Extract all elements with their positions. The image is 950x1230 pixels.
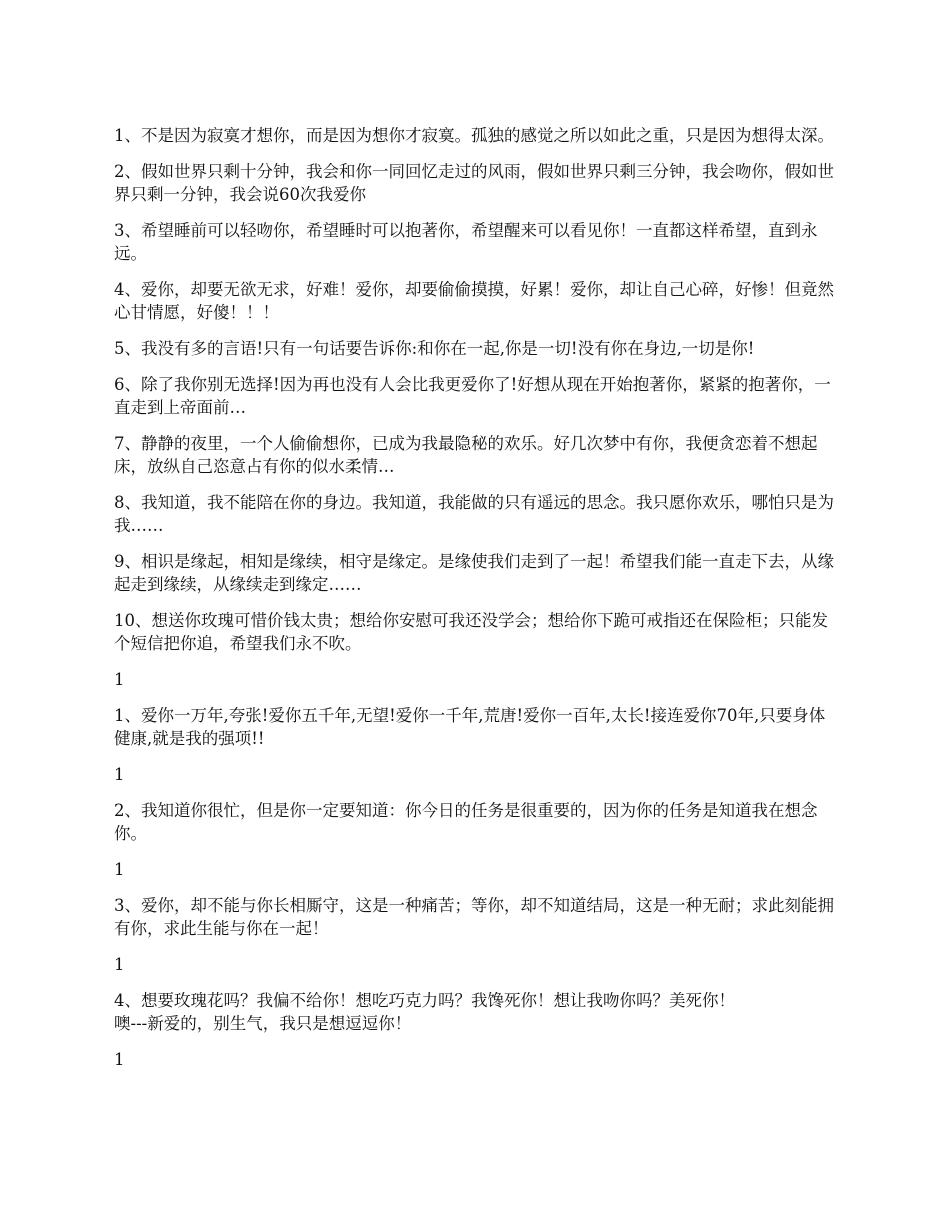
page-number-marker: 1 <box>114 670 125 689</box>
page-number-marker: 1 <box>114 955 125 974</box>
paragraph-4: 4、爱你，却要无欲无求，好难！爱你，却要偷偷摸摸，好累！爱你，却让自己心碎，好惨！但竟然心甘情愿，好傻！！！ <box>114 280 834 322</box>
paragraph-11: 1、爱你一万年,夸张!爱你五千年,无望!爱你一千年,荒唐!爱你一百年,太长!接连爱你70年,只要身体健康,就是我的强项!! <box>114 706 826 748</box>
paragraph-13: 3、爱你，却不能与你长相厮守，这是一种痛苦；等你，却不知道结局，这是一种无耐；求此刻能拥有你，求此生能与你在一起！ <box>114 896 834 938</box>
paragraph-2: 2、假如世界只剩十分钟，我会和你一同回忆走过的风雨，假如世界只剩三分钟，我会吻你，假如世界只剩一分钟，我会说60次我爱你 <box>114 162 834 204</box>
paragraph-12: 2、我知道你很忙，但是你一定要知道：你今日的任务是很重要的，因为你的任务是知道我在想念你。 <box>114 801 818 843</box>
paragraph-8: 8、我知道，我不能陪在你的身边。我知道，我能做的只有遥远的思念。我只愿你欢乐，哪怕只是为我…… <box>114 493 834 535</box>
page-number-marker: 1 <box>114 1050 125 1069</box>
page-number-marker: 1 <box>114 860 125 879</box>
page-number-marker: 1 <box>114 765 125 784</box>
document-body <box>114 124 838 1084</box>
paragraph-5: 5、我没有多的言语!只有一句话要告诉你:和你在一起,你是一切!没有你在身边,一切是你! <box>114 339 755 358</box>
paragraph-6: 6、除了我你别无选择!因为再也没有人会比我更爱你了!好想从现在开始抱著你，紧紧的抱著你，一直走到上帝面前… <box>114 375 831 417</box>
paragraph-9: 9、相识是缘起，相知是缘续，相守是缘定。是缘使我们走到了一起！希望我们能一直走下去，从缘起走到缘续，从缘续走到缘定…… <box>114 552 834 594</box>
paragraph-3: 3、希望睡前可以轻吻你，希望睡时可以抱著你，希望醒来可以看见你！一直都这样希望，直到永远。 <box>114 221 818 263</box>
paragraph-1: 1、不是因为寂寞才想你，而是因为想你才寂寞。孤独的感觉之所以如此之重，只是因为想得太深。 <box>114 126 834 145</box>
paragraph-10: 10、想送你玫瑰可惜价钱太贵；想给你安慰可我还没学会；想给你下跪可戒指还在保险柜；只能发个短信把你追，希望我们永不吹。 <box>114 611 828 653</box>
paragraph-7: 7、静静的夜里，一个人偷偷想你，已成为我最隐秘的欢乐。好几次梦中有你，我便贪恋着不想起床，放纵自己恣意占有你的似水柔情… <box>114 434 818 476</box>
paragraph-14: 4、想要玫瑰花吗？我偏不给你！想吃巧克力吗？我馋死你！想让我吻你吗？美死你！ 噢---新爱的，别生气，我只是想逗逗你！ <box>114 991 735 1033</box>
